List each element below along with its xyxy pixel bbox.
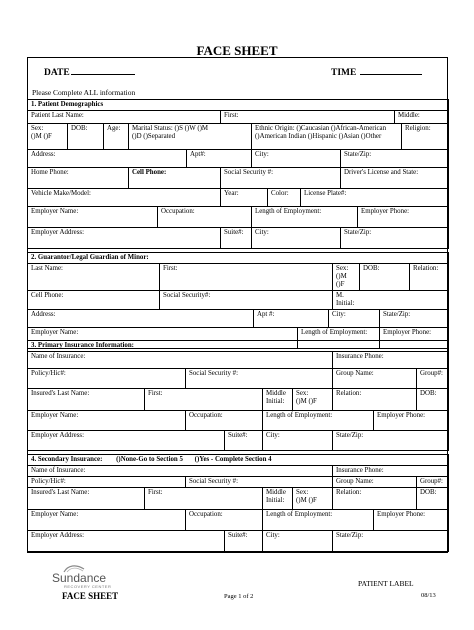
primary-insurance-name-field[interactable]: Name of Insurance: (28, 351, 333, 368)
sundance-logo-text: Sundance (52, 571, 107, 585)
secondary-insurance-phone-field[interactable]: Insurance Phone: (333, 465, 449, 476)
secondary-group-name-field[interactable]: Group Name: (333, 476, 417, 487)
patient-first-name-field[interactable]: First: (221, 110, 395, 123)
secondary-insured-relation-field[interactable]: Relation: (333, 487, 417, 509)
guarantor-last-name-field[interactable]: Last Name: (28, 263, 160, 290)
patient-drivers-license-field[interactable]: Driver's License and State: (341, 167, 449, 188)
secondary-employer-address-field[interactable]: Employer Address: (28, 530, 225, 551)
secondary-insurance-table (27, 454, 449, 552)
revision-date: 08/13 (421, 592, 436, 599)
patient-length-employment-field[interactable]: Length of Employment: (252, 206, 358, 227)
secondary-insured-dob-field[interactable]: DOB: (417, 487, 449, 509)
primary-insured-relation-field[interactable]: Relation: (333, 388, 417, 410)
patient-apt-field[interactable]: Apt#: (187, 149, 252, 167)
guarantor-apt-field[interactable]: Apt #: (254, 309, 329, 327)
secondary-occupation-field[interactable]: Occupation: (186, 509, 263, 530)
patient-employer-city-field[interactable]: City: (252, 227, 341, 248)
patient-employer-phone-field[interactable]: Employer Phone: (358, 206, 449, 227)
primary-employer-city-field[interactable]: City: (263, 430, 333, 450)
primary-policy-field[interactable]: Policy/Hic#: (28, 368, 186, 388)
guarantor-length-employment-field[interactable]: Length of Employment: (298, 327, 380, 348)
patient-ssn-field[interactable]: Social Security #: (221, 167, 341, 188)
section-2-heading: 2. Guarantor/Legal Guardian of Minor: (28, 253, 449, 264)
patient-marital-status-field[interactable]: Marital Status: ()S ()W ()M ()D ()Separated (129, 123, 252, 149)
time-label: TIME (331, 68, 357, 78)
primary-employer-phone-field[interactable]: Employer Phone: (374, 410, 449, 430)
primary-employer-state-zip-field[interactable]: State/Zip: (333, 430, 449, 450)
patient-home-phone-field[interactable]: Home Phone: (28, 167, 129, 188)
guarantor-first-name-field[interactable]: First: (160, 263, 333, 290)
primary-length-employment-field[interactable]: Length of Employment: (263, 410, 374, 430)
secondary-employer-state-zip-field[interactable]: State/Zip: (333, 530, 449, 551)
patient-state-zip-field[interactable]: State/Zip: (341, 149, 449, 167)
secondary-insured-first-name-field[interactable]: First: (145, 487, 263, 509)
primary-insured-first-name-field[interactable]: First: (145, 388, 263, 410)
patient-ethnic-origin-field[interactable]: Ethnic Origin: ()Caucasian ()African-American ()American Indian ()Hispanic ()Asian ()Other (252, 123, 402, 149)
secondary-length-employment-field[interactable]: Length of Employment: (263, 509, 374, 530)
patient-middle-field[interactable]: Middle: (395, 110, 449, 123)
patient-demographics-table (27, 99, 449, 249)
primary-occupation-field[interactable]: Occupation: (186, 410, 263, 430)
date-label: DATE (44, 68, 70, 78)
secondary-employer-phone-field[interactable]: Employer Phone: (374, 509, 449, 530)
patient-employer-address-field[interactable]: Employer Address: (28, 227, 221, 248)
patient-vehicle-field[interactable]: Vehicle Make/Model: (28, 188, 221, 206)
page-number: Page 1 of 2 (224, 593, 254, 600)
patient-religion-field[interactable]: Religion: (402, 123, 449, 149)
patient-city-field[interactable]: City: (252, 149, 341, 167)
guarantor-table (27, 252, 449, 349)
primary-group-number-field[interactable]: Group#: (417, 368, 449, 388)
form-title: FACE SHEET (196, 43, 278, 58)
patient-employer-state-zip-field[interactable]: State/Zip: (341, 227, 449, 248)
patient-cell-phone-field[interactable]: Cell Phone: (129, 167, 221, 188)
primary-insured-middle-initial-field[interactable]: Middle Initial: (263, 388, 293, 410)
guarantor-cell-phone-field[interactable]: Cell Phone: (28, 290, 160, 309)
guarantor-address-field[interactable]: Address: (28, 309, 254, 327)
guarantor-state-zip-field[interactable]: State/Zip: (380, 309, 449, 327)
primary-employer-suite-field[interactable]: Suite#: (225, 430, 263, 450)
patient-last-name-field[interactable]: Patient Last Name: (28, 110, 221, 123)
secondary-insurance-name-field[interactable]: Name of Insurance: (28, 465, 333, 476)
secondary-yes-option[interactable]: ()Yes - Complete Section 4 (194, 456, 272, 463)
guarantor-relation-field[interactable]: Relation: (410, 263, 449, 290)
guarantor-employer-phone-field[interactable]: Employer Phone: (380, 327, 449, 348)
secondary-ssn-field[interactable]: Social Security #: (186, 476, 333, 487)
section-3-heading: 3. Primary Insurance Information: (28, 341, 449, 352)
secondary-employer-suite-field[interactable]: Suite#: (225, 530, 263, 551)
primary-employer-name-field[interactable]: Employer Name: (28, 410, 186, 430)
secondary-group-number-field[interactable]: Group#: (417, 476, 449, 487)
time-field[interactable] (331, 68, 422, 78)
guarantor-middle-initial-field[interactable]: M. Initial: (333, 290, 449, 309)
footer-face-sheet: FACE SHEET (62, 591, 119, 601)
patient-vehicle-color-field[interactable]: Color: (268, 188, 301, 206)
patient-employer-suite-field[interactable]: Suite#: (221, 227, 252, 248)
section-4-heading: 4. Secondary Insurance: ()None-Go to Section 5 ()Yes - Complete Section 4 (28, 455, 449, 466)
patient-employer-name-field[interactable]: Employer Name: (28, 206, 158, 227)
guarantor-dob-field[interactable]: DOB: (360, 263, 410, 290)
patient-age-field[interactable]: Age: (104, 123, 129, 149)
sundance-logo-subtitle: RECOVERY CENTER (64, 584, 112, 589)
section-1-heading: 1. Patient Demographics (28, 100, 449, 111)
patient-sex-field[interactable]: Sex: ()M ()F (28, 123, 68, 149)
guarantor-sex-field[interactable]: Sex: ()M ()F (333, 263, 360, 290)
patient-label: PATIENT LABEL (358, 579, 414, 588)
primary-insurance-table (27, 340, 449, 451)
guarantor-city-field[interactable]: City: (329, 309, 380, 327)
secondary-employer-city-field[interactable]: City: (263, 530, 333, 551)
patient-license-plate-field[interactable]: License Plate#: (301, 188, 449, 206)
primary-insured-sex-field[interactable]: Sex: ()M ()F (293, 388, 333, 410)
guarantor-ssn-field[interactable]: Social Security#: (160, 290, 333, 309)
patient-dob-field[interactable]: DOB: (68, 123, 104, 149)
primary-group-name-field[interactable]: Group Name: (333, 368, 417, 388)
instructions: Please Complete ALL information (32, 88, 136, 97)
primary-insured-last-name-field[interactable]: Insured's Last Name: (28, 388, 145, 410)
primary-ssn-field[interactable]: Social Security #: (186, 368, 333, 388)
primary-insured-dob-field[interactable]: DOB: (417, 388, 449, 410)
primary-employer-address-field[interactable]: Employer Address: (28, 430, 225, 450)
secondary-insured-last-name-field[interactable]: Insured's Last Name: (28, 487, 145, 509)
guarantor-employer-name-field[interactable]: Employer Name: (28, 327, 298, 348)
secondary-none-option[interactable]: ()None-Go to Section 5 (116, 456, 183, 463)
secondary-policy-field[interactable]: Policy/Hic#: (28, 476, 186, 487)
date-field[interactable] (44, 68, 135, 78)
secondary-insured-middle-initial-field[interactable]: Middle Initial: (263, 487, 293, 509)
secondary-insured-sex-field[interactable]: Sex: ()M ()F (293, 487, 333, 509)
patient-occupation-field[interactable]: Occupation: (158, 206, 252, 227)
primary-insurance-phone-field[interactable]: Insurance Phone: (333, 351, 449, 368)
secondary-employer-name-field[interactable]: Employer Name: (28, 509, 186, 530)
patient-vehicle-year-field[interactable]: Year: (221, 188, 268, 206)
patient-address-field[interactable]: Address: (28, 149, 187, 167)
